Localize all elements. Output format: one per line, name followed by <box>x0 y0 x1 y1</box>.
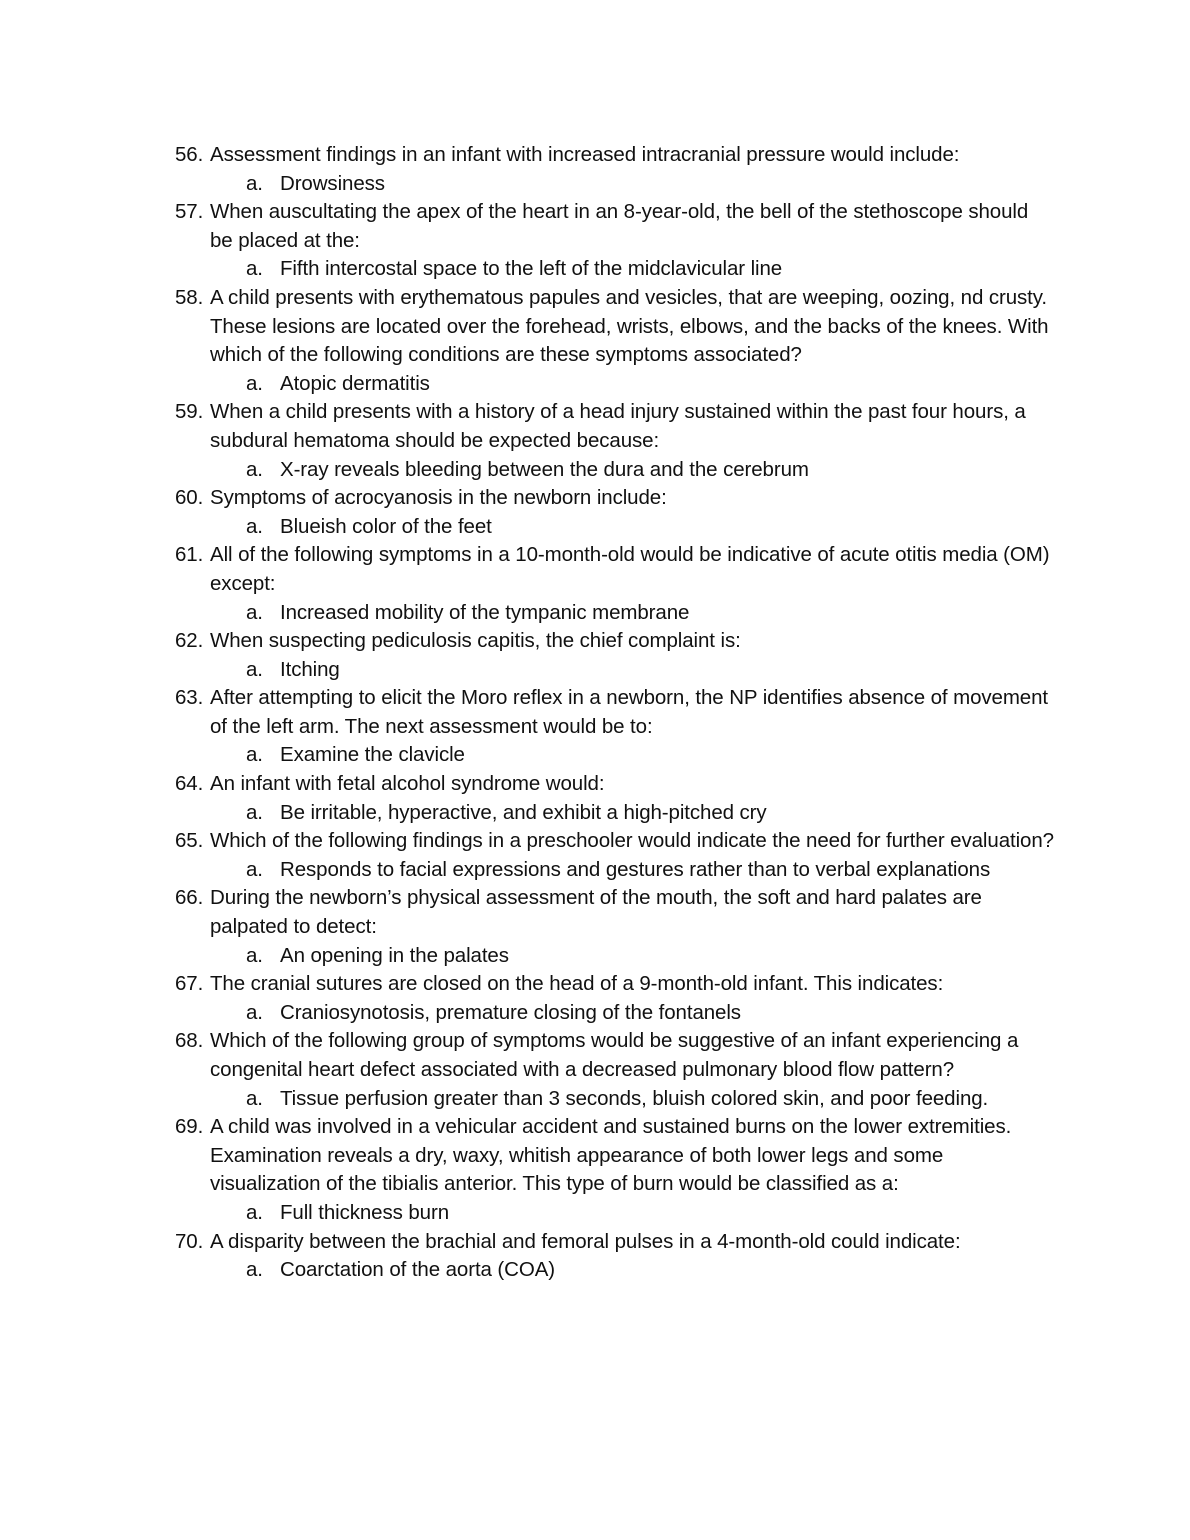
answer-text: Full thickness burn <box>280 1200 450 1224</box>
answer-item <box>175 741 1055 770</box>
question-text: A disparity between the brachial and femoral pulses in a 4-month-old could indicate: <box>210 1229 961 1253</box>
answer-item <box>175 255 1055 284</box>
question-text: Assessment findings in an infant with increased intracranial pressure would include: <box>210 143 960 166</box>
question-item <box>175 541 1055 627</box>
answer-text: Blueish color of the feet <box>280 514 492 538</box>
question-number: 58. <box>175 285 204 309</box>
answer-item <box>175 599 1055 628</box>
question-number: 68. <box>175 1029 204 1053</box>
question-item <box>175 1113 1055 1227</box>
answer-text: Coarctation of the aorta (COA) <box>280 1258 556 1282</box>
question-number: 56. <box>175 143 204 166</box>
question-number: 64. <box>175 772 204 796</box>
answer-text: Be irritable, hyperactive, and exhibit a high-pitched cry <box>280 800 767 824</box>
question-text: After attempting to elicit the Moro reflex in a newborn, the NP identifies absence of movement of the left arm. The next assessment would be to: <box>210 686 1048 738</box>
question-text: Which of the following group of symptoms would be suggestive of an infant experiencing a congenital heart defect associated with a decreased pulmonary blood flow pattern? <box>210 1029 1019 1081</box>
answer-label: a. <box>246 1000 263 1024</box>
answer-text: Tissue perfusion greater than 3 seconds, bluish colored skin, and poor feeding. <box>280 1086 989 1110</box>
question-text: Symptoms of acrocyanosis in the newborn include: <box>210 486 667 510</box>
answer-text: Craniosynotosis, premature closing of the fontanels <box>280 1000 741 1024</box>
answer-label: a. <box>246 1258 263 1282</box>
question-text: All of the following symptoms in a 10-month-old would be indicative of acute otitis media (OM) except: <box>210 543 1050 595</box>
question-item <box>175 827 1055 884</box>
question-number: 65. <box>175 829 204 853</box>
question-number: 67. <box>175 972 204 996</box>
answer-text: Responds to facial expressions and gestures rather than to verbal explanations <box>280 857 991 881</box>
answer-label: a. <box>246 800 263 824</box>
question-item <box>175 770 1055 827</box>
question-list <box>175 141 1055 1285</box>
question-text: An infant with fetal alcohol syndrome would: <box>210 772 605 796</box>
question-number: 69. <box>175 1115 204 1139</box>
question-text: Which of the following findings in a preschooler would indicate the need for further evaluation? <box>210 829 1054 853</box>
question-number: 70. <box>175 1229 204 1253</box>
answer-label: a. <box>246 743 263 767</box>
question-item <box>175 284 1055 398</box>
question-text: The cranial sutures are closed on the head of a 9-month-old infant. This indicates: <box>210 972 944 996</box>
answer-label: a. <box>246 514 263 538</box>
question-number: 66. <box>175 886 204 910</box>
answer-label: a. <box>246 371 263 395</box>
answer-item <box>175 370 1055 399</box>
answer-label: a. <box>246 1200 263 1224</box>
answer-text: An opening in the palates <box>280 943 509 967</box>
answer-item <box>175 656 1055 685</box>
question-number: 62. <box>175 629 204 653</box>
answer-label: a. <box>246 257 263 281</box>
answer-text: Increased mobility of the tympanic membrane <box>280 600 690 624</box>
answer-item <box>175 456 1055 485</box>
answer-label: a. <box>246 657 263 681</box>
answer-item <box>175 856 1055 885</box>
answer-item <box>175 799 1055 828</box>
answer-label: a. <box>246 857 263 881</box>
answer-label: a. <box>246 943 263 967</box>
answer-item <box>175 513 1055 542</box>
answer-text: Examine the clavicle <box>280 743 465 767</box>
answer-text: Atopic dermatitis <box>280 371 430 395</box>
answer-label: a. <box>246 457 263 481</box>
question-item <box>175 198 1055 284</box>
answer-text: Drowsiness <box>280 171 385 195</box>
question-item <box>175 684 1055 770</box>
question-item <box>175 484 1055 541</box>
question-number: 59. <box>175 400 204 424</box>
answer-text: Itching <box>280 657 340 681</box>
answer-text: X-ray reveals bleeding between the dura and the cerebrum <box>280 457 809 481</box>
question-text: When suspecting pediculosis capitis, the chief complaint is: <box>210 629 741 653</box>
question-text: A child presents with erythematous papules and vesicles, that are weeping, oozing, nd crusty. These lesions are located over the forehead, wrists, elbows, and the backs of the knees. With which of the following conditions are these symptoms associated? <box>210 285 1049 367</box>
question-item <box>175 1228 1055 1285</box>
question-text: A child was involved in a vehicular accident and sustained burns on the lower extremities. Examination reveals a dry, waxy, whitish appearance of both lower legs and some visualization of the tibialis anterior. This type of burn would be classified as a: <box>210 1115 1012 1196</box>
answer-item <box>175 1256 1055 1285</box>
answer-label: a. <box>246 600 263 624</box>
answer-item <box>175 170 1055 199</box>
question-item <box>175 627 1055 684</box>
answer-label: a. <box>246 1086 263 1110</box>
question-item <box>175 1027 1055 1113</box>
question-text: During the newborn’s physical assessment of the mouth, the soft and hard palates are palpated to detect: <box>210 886 982 939</box>
question-number: 61. <box>175 543 204 567</box>
question-number: 57. <box>175 200 204 224</box>
answer-item <box>175 1199 1055 1228</box>
answer-label: a. <box>246 171 263 195</box>
question-item <box>175 398 1055 484</box>
question-item <box>175 141 1055 198</box>
question-text: When auscultating the apex of the heart in an 8-year-old, the bell of the stethoscope should be placed at the: <box>210 200 1029 252</box>
question-number: 63. <box>175 686 204 710</box>
answer-text: Fifth intercostal space to the left of the midclavicular line <box>280 257 783 281</box>
question-text: When a child presents with a history of a head injury sustained within the past four hours, a subdural hematoma should be expected because: <box>210 400 1026 452</box>
question-item <box>175 884 1055 970</box>
answer-item <box>175 942 1055 971</box>
answer-item <box>175 1085 1055 1114</box>
answer-item <box>175 999 1055 1028</box>
question-number: 60. <box>175 486 204 510</box>
question-item <box>175 970 1055 1027</box>
